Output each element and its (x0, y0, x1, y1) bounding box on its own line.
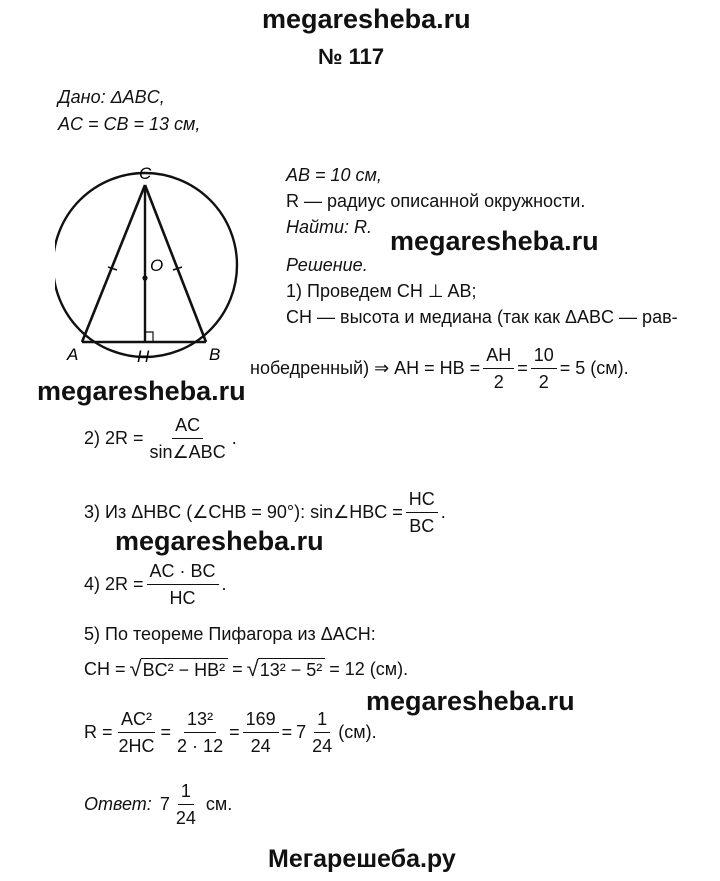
fraction-10-2 (531, 344, 557, 393)
fraction-ac-sin (147, 414, 229, 463)
fraction-ah-2 (483, 344, 514, 393)
fraction-numerator: AH (483, 344, 514, 369)
answer (84, 780, 232, 829)
label-o: O (150, 256, 164, 275)
given-line-4: R — радиус описанной окружности. (286, 191, 586, 211)
fraction-denominator: HC (169, 588, 196, 608)
footer-text: Мегарешеба.ру (268, 845, 456, 873)
equals-sign: = (229, 722, 240, 742)
period: . (440, 502, 446, 522)
step1-result: = 5 (см). (559, 358, 629, 378)
answer-fraction (173, 780, 199, 829)
center-dot (142, 275, 147, 280)
fraction-numerator: AC² (118, 708, 155, 733)
radical-icon: √ (129, 656, 142, 681)
radicand-1: BC² − HB² (141, 658, 229, 680)
fraction-numerator: AC · BC (147, 560, 219, 585)
solution-heading: Решение. (286, 255, 368, 275)
site-header: megaresheba.ru (262, 4, 471, 34)
given-line-3: AB = 10 см, (286, 165, 382, 185)
mixed-whole: 7 (296, 722, 307, 742)
step1-line2: CH — высота и медиана (так как ΔABC — рав- (286, 307, 678, 327)
watermark-1: megaresheba.ru (390, 226, 599, 256)
step2-prefix: 2) 2R = (84, 428, 144, 448)
find-line: Найти: R. (286, 217, 373, 237)
step3 (84, 488, 446, 537)
step5-line1: 5) По теореме Пифагора из ΔACH: (84, 624, 376, 644)
fraction-denominator: 2 (538, 372, 549, 392)
fraction-denominator: 24 (250, 736, 271, 756)
step5-line2 (84, 656, 408, 682)
step1-line1: 1) Проведем CH ⊥ AB; (286, 281, 477, 301)
fraction-hc-bc (406, 488, 438, 537)
step4-prefix: 4) 2R = (84, 574, 144, 594)
r-equals: R = (84, 722, 113, 742)
fraction-denominator: 2 (493, 372, 504, 392)
fraction-1-24 (309, 708, 335, 757)
step1-line3 (250, 344, 629, 393)
step1-text: нобедренный) ⇒ AH = HB = (250, 358, 481, 378)
watermark-4: megaresheba.ru (366, 686, 575, 716)
ch-result: = 12 (см). (329, 658, 409, 679)
given-line-1: Дано: ΔABC, (58, 87, 165, 107)
equals-sign: = (517, 358, 528, 378)
fraction-numerator: 13² (184, 708, 216, 733)
radical-icon: √ (246, 656, 259, 681)
watermark-2: megaresheba.ru (37, 376, 246, 406)
watermark-3: megaresheba.ru (115, 526, 324, 556)
step3-prefix: 3) Из ΔHBC (∠CHB = 90°): sin∠HBC = (84, 502, 403, 522)
fraction-numerator: 1 (178, 780, 194, 805)
answer-whole: 7 (159, 794, 170, 814)
label-b: B (209, 345, 221, 364)
r-unit: (см). (338, 722, 377, 742)
fraction-169-24 (243, 708, 279, 757)
fraction-numerator: 169 (243, 708, 279, 733)
problem-number: № 117 (318, 44, 385, 69)
equals-sign: = (281, 722, 293, 742)
fraction-ac2-2hc (116, 708, 158, 757)
triangle-circle-figure (55, 160, 265, 370)
label-c: C (139, 164, 152, 183)
label-a: A (67, 345, 79, 364)
fraction-denominator: sin∠ABC (149, 442, 226, 462)
fraction-denominator: 24 (175, 808, 196, 828)
fraction-numerator: AC (172, 414, 203, 439)
fraction-acbc-hc (147, 560, 219, 609)
fraction-numerator: 10 (531, 344, 557, 369)
fraction-numerator: 1 (314, 708, 330, 733)
answer-label: Ответ: (84, 794, 152, 814)
period: . (221, 574, 227, 594)
side-ca (82, 185, 145, 342)
equals-sign: = (160, 722, 172, 742)
fraction-denominator: 2HC (118, 736, 155, 756)
step2 (84, 414, 237, 463)
label-h: H (137, 347, 150, 366)
ch-equals: CH = (84, 658, 126, 679)
period: . (231, 428, 237, 448)
fraction-denominator: BC (409, 516, 435, 536)
given-line-2: AC = CB = 13 см, (58, 114, 201, 134)
fraction-numerator: HC (406, 488, 438, 513)
answer-unit: см. (205, 794, 233, 814)
fraction-denominator: 24 (312, 736, 333, 756)
r-formula (84, 708, 377, 757)
radicand-2: 13² − 5² (258, 658, 326, 680)
fraction-denominator: 2 · 12 (177, 736, 224, 756)
step4 (84, 560, 227, 609)
fraction-13sq-24 (174, 708, 226, 757)
equals-sign: = (232, 658, 243, 679)
